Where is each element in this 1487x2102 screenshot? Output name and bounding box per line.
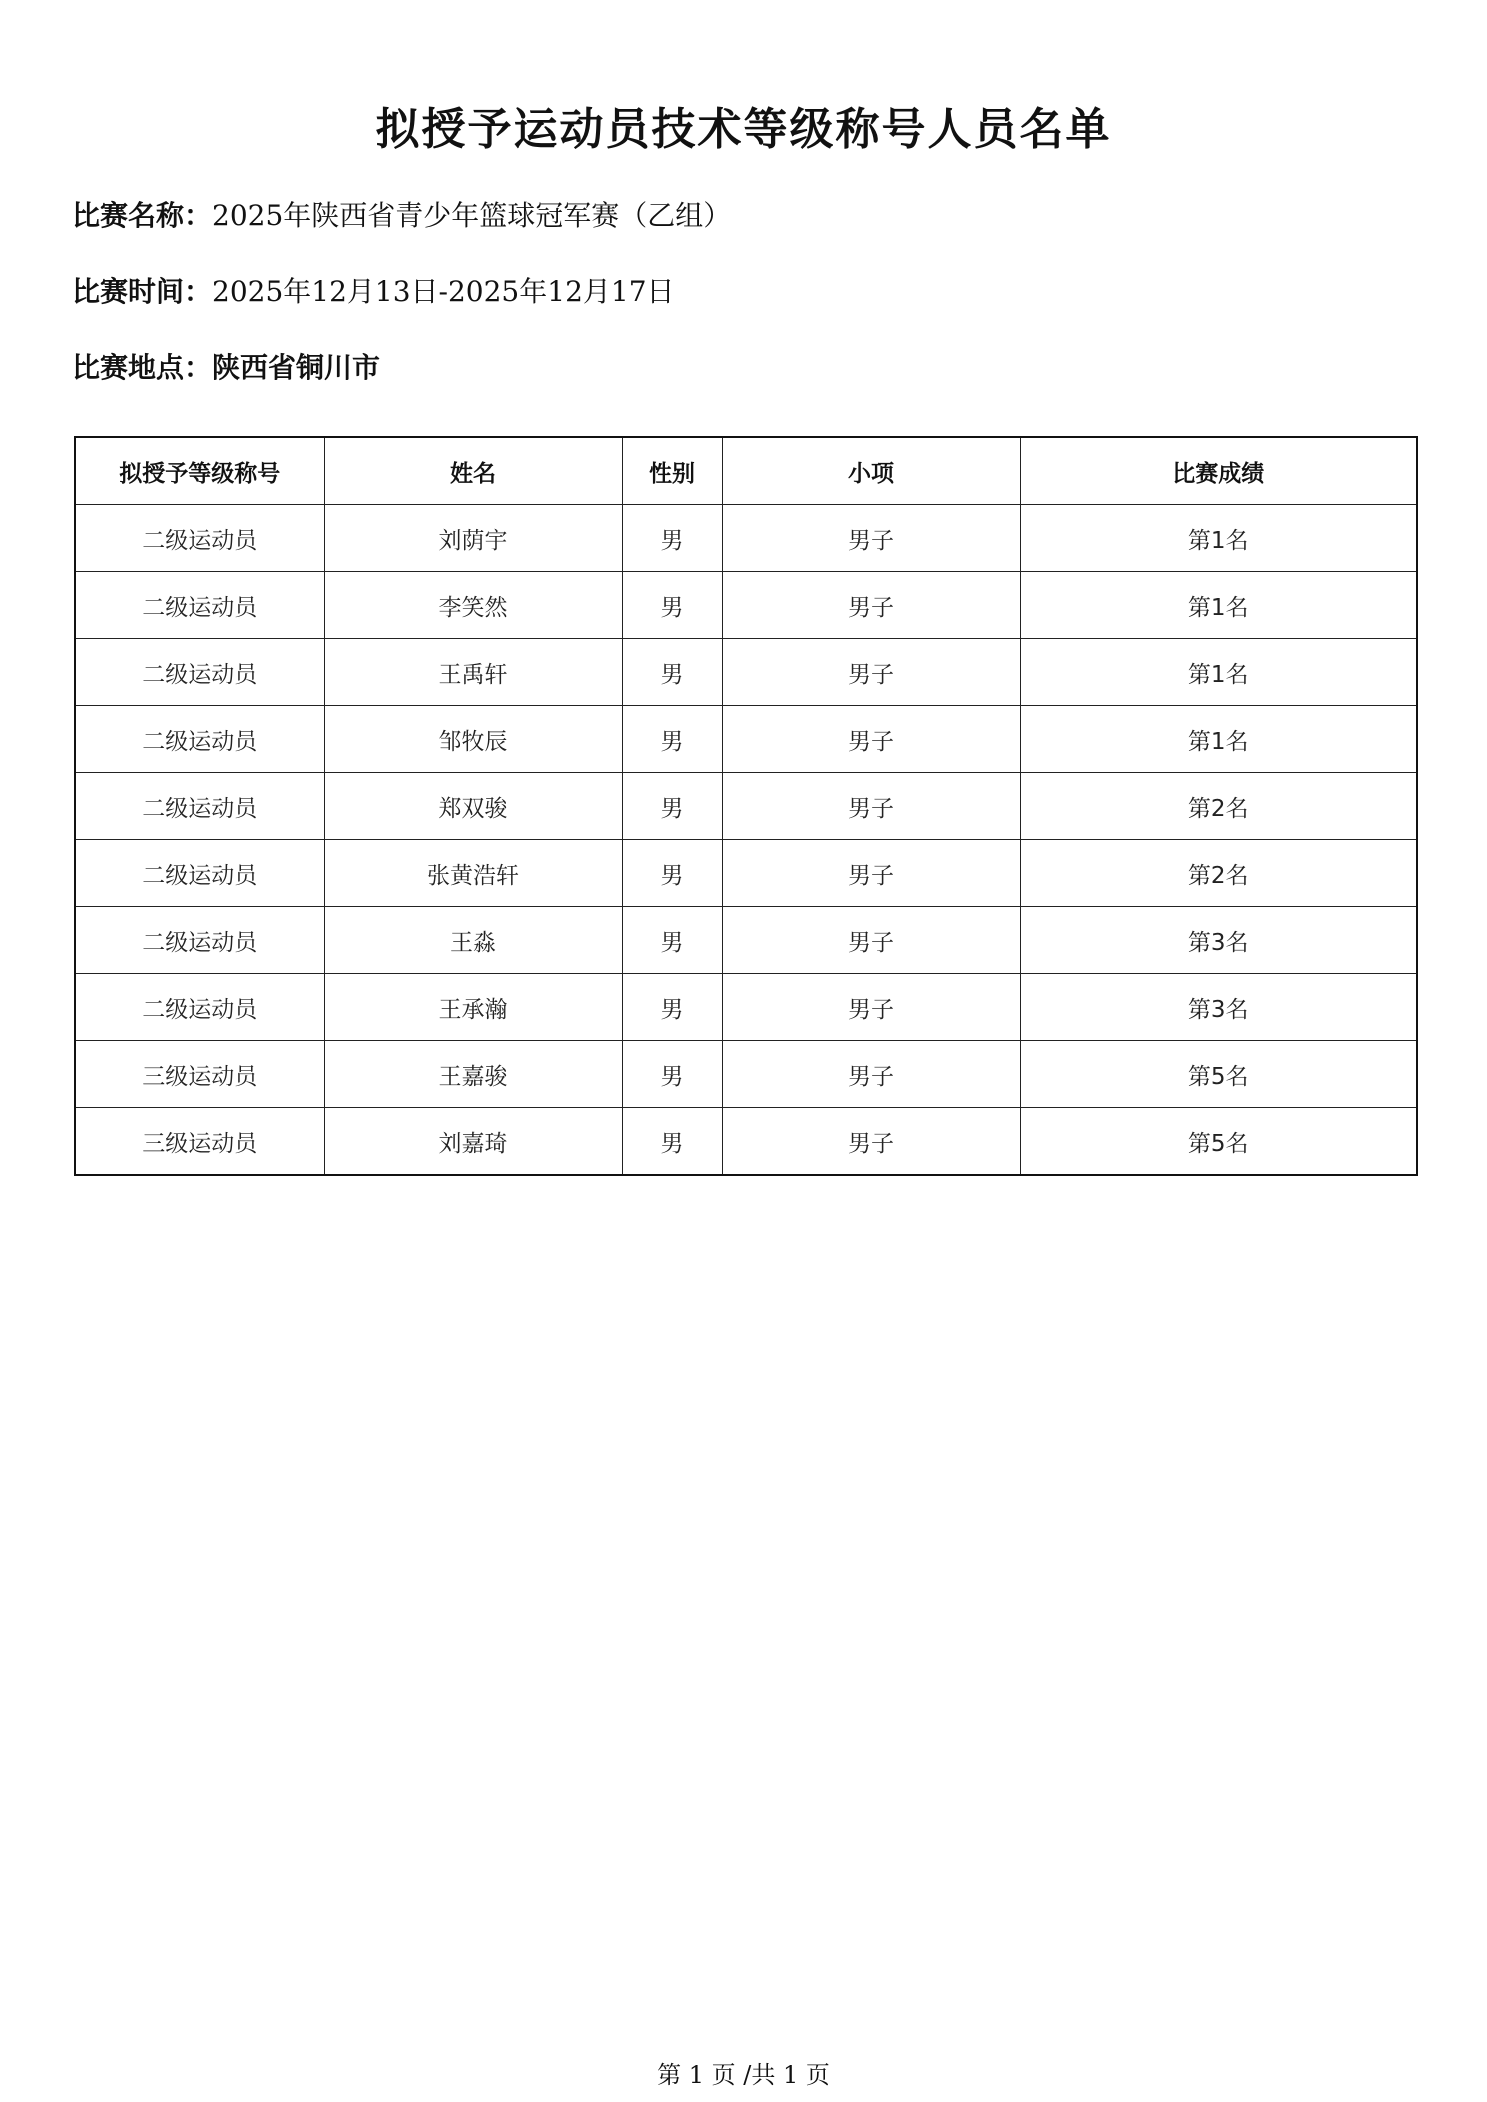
cell-event: 男子 bbox=[722, 907, 1020, 974]
table-row bbox=[75, 1041, 1417, 1108]
cell-name: 王禹轩 bbox=[324, 639, 622, 706]
cell-result: 第5名 bbox=[1020, 1108, 1417, 1176]
cell-gender: 男 bbox=[622, 706, 722, 773]
cell-name: 王承瀚 bbox=[324, 974, 622, 1041]
cell-name: 李笑然 bbox=[324, 572, 622, 639]
cell-event: 男子 bbox=[722, 1041, 1020, 1108]
cell-event: 男子 bbox=[722, 639, 1020, 706]
cell-name: 郑双骏 bbox=[324, 773, 622, 840]
cell-gender: 男 bbox=[622, 1041, 722, 1108]
table-row bbox=[75, 974, 1417, 1041]
competition-time-line bbox=[72, 272, 675, 312]
cell-gender: 男 bbox=[622, 572, 722, 639]
cell-name: 张黄浩轩 bbox=[324, 840, 622, 907]
table-row bbox=[75, 572, 1417, 639]
cell-result: 第2名 bbox=[1020, 773, 1417, 840]
cell-grade: 二级运动员 bbox=[75, 706, 324, 773]
header-name: 姓名 bbox=[324, 437, 622, 505]
competition-place-value: 陕西省铜川市 bbox=[212, 351, 381, 384]
header-result: 比赛成绩 bbox=[1020, 437, 1417, 505]
cell-grade: 三级运动员 bbox=[75, 1108, 324, 1176]
cell-result: 第1名 bbox=[1020, 706, 1417, 773]
competition-name-line bbox=[72, 196, 731, 236]
cell-gender: 男 bbox=[622, 1108, 722, 1176]
cell-name: 王嘉骏 bbox=[324, 1041, 622, 1108]
table-row bbox=[75, 639, 1417, 706]
cell-result: 第3名 bbox=[1020, 907, 1417, 974]
cell-event: 男子 bbox=[722, 505, 1020, 572]
competition-time-value: 2025年12月13日-2025年12月17日 bbox=[212, 275, 675, 308]
cell-result: 第1名 bbox=[1020, 505, 1417, 572]
table-row bbox=[75, 907, 1417, 974]
header-gender: 性别 bbox=[622, 437, 722, 505]
cell-event: 男子 bbox=[722, 706, 1020, 773]
cell-gender: 男 bbox=[622, 639, 722, 706]
cell-name: 刘荫宇 bbox=[324, 505, 622, 572]
cell-gender: 男 bbox=[622, 907, 722, 974]
table-row bbox=[75, 773, 1417, 840]
cell-result: 第5名 bbox=[1020, 1041, 1417, 1108]
cell-name: 邹牧辰 bbox=[324, 706, 622, 773]
competition-name-label: 比赛名称： bbox=[72, 199, 213, 232]
cell-gender: 男 bbox=[622, 840, 722, 907]
cell-result: 第3名 bbox=[1020, 974, 1417, 1041]
header-event: 小项 bbox=[722, 437, 1020, 505]
roster-table-container bbox=[74, 436, 1416, 1176]
competition-place-label: 比赛地点： bbox=[72, 351, 213, 384]
cell-result: 第1名 bbox=[1020, 572, 1417, 639]
cell-grade: 二级运动员 bbox=[75, 974, 324, 1041]
cell-event: 男子 bbox=[722, 1108, 1020, 1176]
cell-event: 男子 bbox=[722, 974, 1020, 1041]
competition-place-line bbox=[72, 348, 380, 388]
page-title: 拟授予运动员技术等级称号人员名单 bbox=[375, 104, 1112, 155]
table-row bbox=[75, 505, 1417, 572]
cell-event: 男子 bbox=[722, 572, 1020, 639]
table-header-row bbox=[75, 437, 1417, 505]
cell-grade: 三级运动员 bbox=[75, 1041, 324, 1108]
cell-grade: 二级运动员 bbox=[75, 639, 324, 706]
cell-result: 第1名 bbox=[1020, 639, 1417, 706]
cell-gender: 男 bbox=[622, 773, 722, 840]
competition-name-value: 2025年陕西省青少年篮球冠军赛（乙组） bbox=[212, 199, 732, 232]
cell-grade: 二级运动员 bbox=[75, 505, 324, 572]
cell-grade: 二级运动员 bbox=[75, 907, 324, 974]
page-number-footer: 第 1 页 /共 1 页 bbox=[657, 2061, 830, 2089]
cell-grade: 二级运动员 bbox=[75, 773, 324, 840]
cell-result: 第2名 bbox=[1020, 840, 1417, 907]
cell-event: 男子 bbox=[722, 773, 1020, 840]
cell-name: 王淼 bbox=[324, 907, 622, 974]
header-grade: 拟授予等级称号 bbox=[75, 437, 324, 505]
cell-grade: 二级运动员 bbox=[75, 840, 324, 907]
cell-name: 刘嘉琦 bbox=[324, 1108, 622, 1176]
table-row bbox=[75, 1108, 1417, 1176]
cell-gender: 男 bbox=[622, 505, 722, 572]
cell-grade: 二级运动员 bbox=[75, 572, 324, 639]
table-row bbox=[75, 840, 1417, 907]
cell-gender: 男 bbox=[622, 974, 722, 1041]
cell-event: 男子 bbox=[722, 840, 1020, 907]
table-row bbox=[75, 706, 1417, 773]
competition-time-label: 比赛时间： bbox=[72, 275, 213, 308]
roster-table bbox=[74, 436, 1418, 1176]
